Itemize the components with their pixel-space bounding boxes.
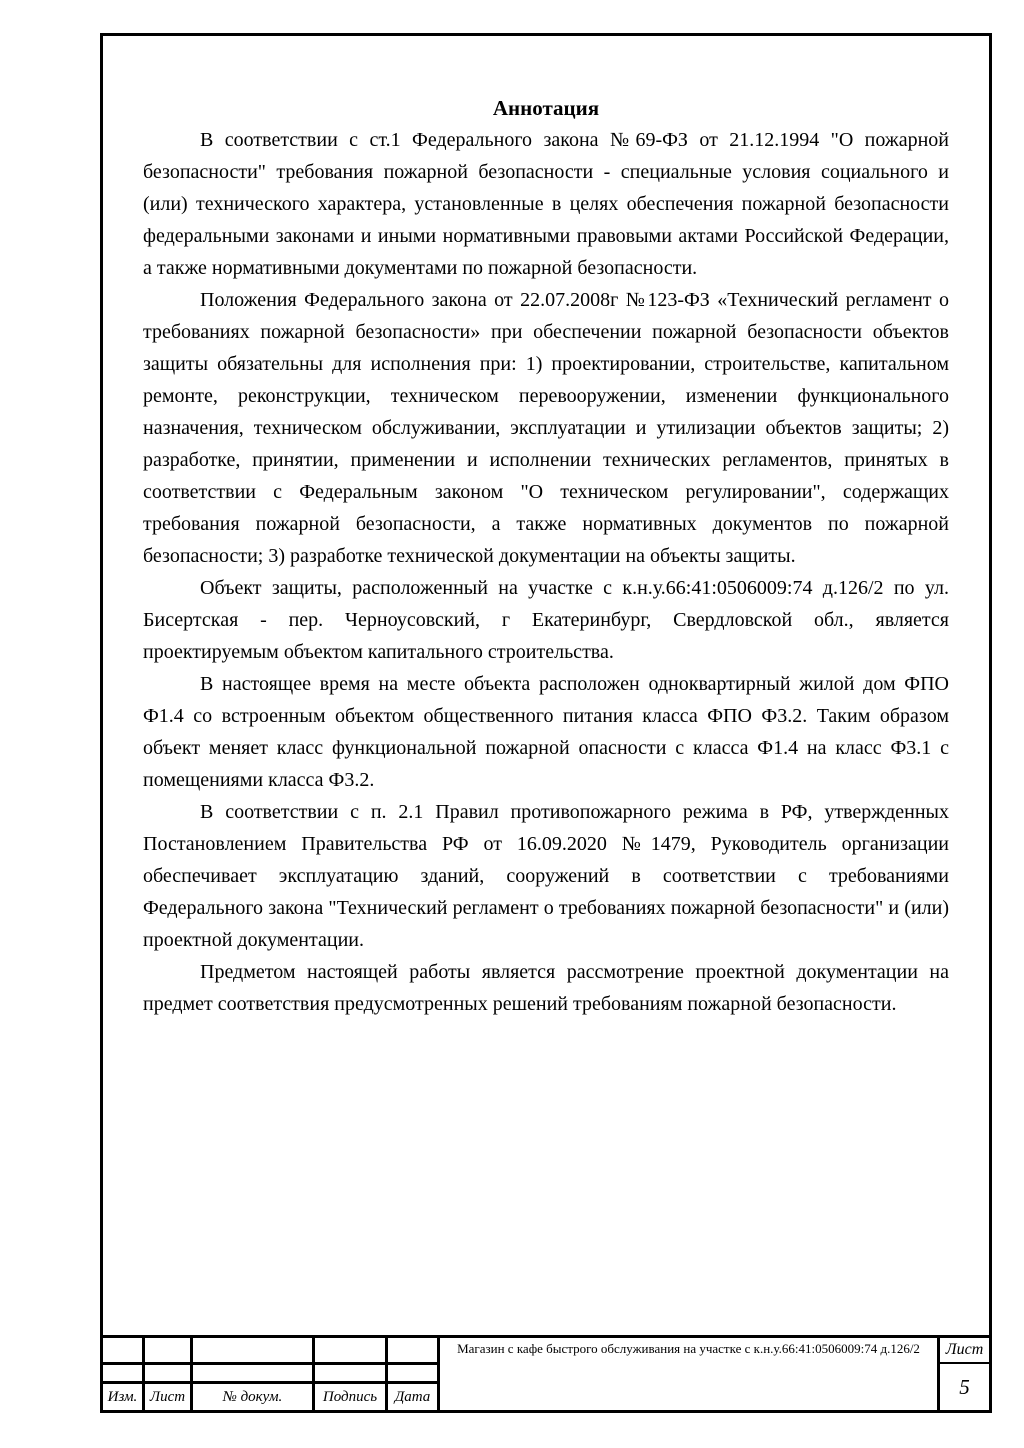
revision-cell-empty	[315, 1365, 385, 1381]
document-body	[103, 36, 989, 1020]
document-title-cell	[440, 1338, 940, 1410]
revision-cell-empty	[193, 1365, 312, 1381]
paragraph-2: Положения Федерального закона от 22.07.2008г №123-ФЗ «Технический регламент о требованиях пожарной безопасности» при обеспечении пожарной безопасности объектов защиты обязательны для исполнения при: 1) проектировании, строительстве, капитальном ремонте, реконструкции, техническом перевооружении, изменении функционального назначения, техническом обслуживании, эксплуатации и утилизации объектов защиты; 2) разработке, принятии, применении и исполнении технических регламентов, принятых в соответствии с Федеральным законом "О техническом регулировании", содержащих требования пожарной безопасности, а также нормативных документов по пожарной безопасности; 3) разработке технической документации на объекты защиты.	[143, 289, 949, 567]
page-title: Аннотация	[492, 96, 600, 120]
sheet-column	[940, 1338, 989, 1410]
sheet-label: Лист	[940, 1338, 989, 1364]
paragraph-6: Предметом настоящей работы является рассмотрение проектной документации на предмет соответствия предусмотренных решений требованиям пожарной безопасности.	[143, 961, 949, 1015]
revision-label-izm: Изм.	[103, 1384, 142, 1410]
paragraph-1: В соответствии с ст.1 Федерального закона №69-ФЗ от 21.12.1994 "О пожарной безопасности" требования пожарной безопасности - специальные условия социального и (или) технического характера, установленные в целях обеспечения пожарной безопасности федеральными законами и иными нормативными правовыми актами Российской Федерации, а также нормативными документами по пожарной безопасности.	[143, 129, 949, 279]
revision-cell-empty	[388, 1338, 437, 1362]
revision-cell-empty	[315, 1338, 385, 1362]
paragraph-5: В соответствии с п. 2.1 Правил противопожарного режима в РФ, утвержденных Постановлением Правительства РФ от 16.09.2020 №1479, Руководитель организации обеспечивает эксплуатацию зданий, сооружений в соответствии с требованиями Федерального закона "Технический регламент о требованиях пожарной безопасности" и (или) проектной документации.	[143, 801, 949, 951]
paragraph-3: Объект защиты, расположенный на участке с к.н.у.66:41:0506009:74 д.126/2 по ул. Бисертская - пер. Черноусовский, г Екатеринбург, Свердловской обл., является проектируемым объектом капитального строительства.	[143, 577, 949, 663]
sheet-number: 5	[959, 1374, 970, 1399]
page-frame	[100, 33, 992, 1413]
revision-cell-empty	[103, 1338, 142, 1362]
document-title-text: Магазин с кафе быстрого обслуживания на участке с к.н.у.66:41:0506009:74 д.126/2	[457, 1341, 920, 1356]
revision-label-dokum: № докум.	[193, 1384, 312, 1410]
revision-cell-empty	[145, 1365, 190, 1381]
revision-cell-empty	[193, 1338, 312, 1362]
revision-cell-empty	[103, 1365, 142, 1381]
revision-label-podpis: Подпись	[315, 1384, 385, 1410]
revision-cell-empty	[388, 1365, 437, 1381]
title-block	[103, 1335, 989, 1410]
revision-cell-empty	[145, 1338, 190, 1362]
paragraph-4: В настоящее время на месте объекта расположен одноквартирный жилой дом ФПО Ф1.4 со встроенным объектом общественного питания класса ФПО Ф3.2. Таким образом объект меняет класс функциональной пожарной опасности с класса Ф1.4 на класс Ф3.1 с помещениями класса Ф3.2.	[143, 673, 949, 791]
revision-label-data: Дата	[388, 1384, 437, 1410]
revision-table	[103, 1338, 440, 1410]
revision-label-list: Лист	[145, 1384, 190, 1410]
